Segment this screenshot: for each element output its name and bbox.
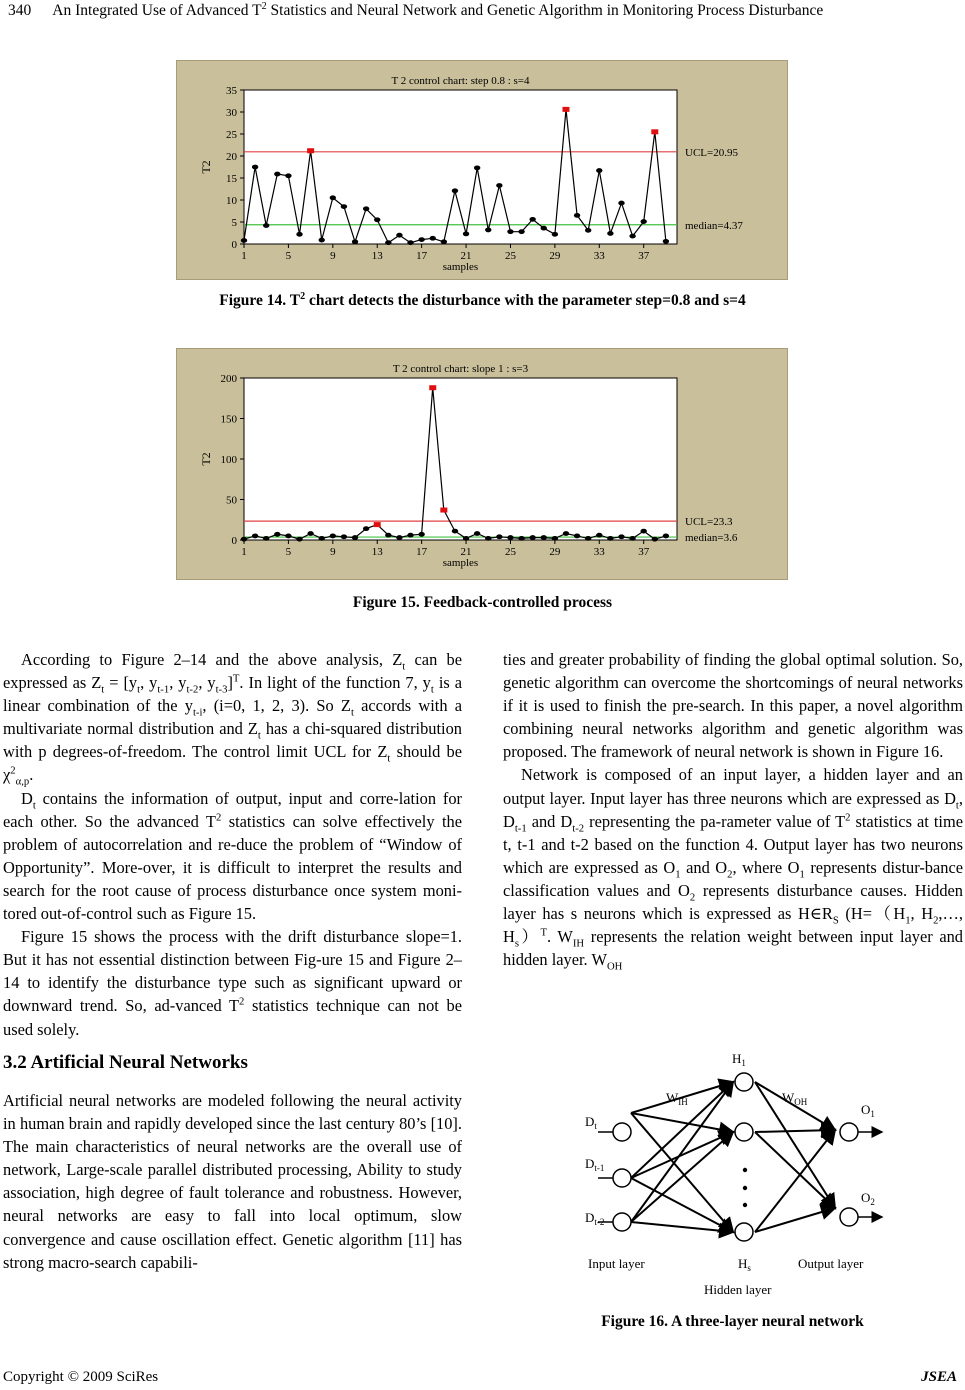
fig15-out-of-control-point: [429, 385, 436, 390]
fig14-data-point: [496, 183, 502, 188]
fig14-x-tick-label: 21: [460, 250, 472, 262]
fig15-data-point: [640, 529, 646, 534]
fig14-data-point: [352, 239, 358, 244]
figure-14-chart: [176, 60, 788, 280]
fig14-out-of-control-point: [562, 107, 569, 112]
fig14-median-label: median=4.37: [685, 219, 743, 232]
fig15-x-tick-label: 9: [330, 546, 336, 558]
fig15-data-point: [474, 531, 480, 536]
label-output-layer: Output layer: [798, 1256, 864, 1271]
fig15-x-tick-label: 21: [460, 546, 472, 558]
fig15-data-point: [585, 536, 591, 541]
fig14-data-point: [663, 239, 669, 244]
fig15-data-point: [252, 534, 258, 539]
figure-14-svg: [177, 61, 787, 279]
fig14-data-point: [529, 217, 535, 222]
fig15-out-of-control-point: [440, 508, 447, 513]
fig15-data-point: [263, 536, 269, 541]
fig14-x-tick-label: 9: [330, 250, 336, 262]
label-wih: $W_{IH}$: [666, 1090, 688, 1107]
figure-15-caption: Figure 15. Feedback-controlled process: [352, 594, 613, 611]
fig14-y-axis-label: T2: [199, 160, 213, 174]
fig15-x-tick-label: 13: [371, 546, 383, 558]
fig15-data-point: [241, 537, 247, 542]
figure-16-caption: Figure 16. A three-layer neural network: [601, 1313, 864, 1330]
fig14-data-point: [574, 213, 580, 218]
fig14-x-tick-label: 5: [285, 250, 292, 262]
left-paragraph-3: Figure 15 shows the process with the drift disturbance slope=1. But it has not essential distinction between Fig-ure 15 and Figure 2–14 to identify the disturbance type such as significant upward or downward trend. So, ad-vanced $T^2$ statistics technique can not be used solely.: [3, 927, 462, 1039]
fig15-y-tick-label: 200: [220, 373, 237, 385]
fig15-ucl-label: UCL=23.3: [685, 516, 733, 529]
label-dt: $D_t$: [585, 1114, 597, 1131]
fig14-data-point: [263, 223, 269, 228]
fig14-data-point: [407, 240, 413, 245]
hidden-node-hs: [735, 1223, 753, 1241]
fig14-data-point: [296, 232, 302, 237]
fig14-out-of-control-point: [307, 148, 314, 153]
fig15-x-tick-label: 25: [504, 546, 516, 558]
fig14-x-tick-label: 29: [549, 250, 561, 262]
label-input-layer: Input layer: [588, 1256, 645, 1271]
fig15-plot-area: [244, 378, 677, 540]
fig14-data-point: [274, 172, 280, 177]
section-heading: 3.2 Artificial Neural Networks: [3, 1052, 248, 1073]
fig15-data-point: [629, 536, 635, 541]
label-o2: $O_2$: [861, 1190, 875, 1207]
label-woh: $W_{OH}$: [782, 1090, 808, 1107]
fig15-data-point: [418, 532, 424, 537]
left-column: [3, 648, 462, 1041]
fig15-data-point: [352, 535, 358, 540]
fig14-data-point: [363, 206, 369, 211]
fig14-y-tick-label: 30: [226, 107, 237, 119]
fig14-data-point: [640, 219, 646, 224]
fig14-y-tick-label: 25: [226, 129, 237, 141]
input-node-dt2: [613, 1213, 631, 1231]
fig14-data-point: [452, 188, 458, 193]
fig14-data-point: [629, 234, 635, 239]
output-node-o2: [840, 1208, 858, 1226]
fig14-data-point: [585, 228, 591, 233]
fig14-data-point: [507, 229, 513, 234]
fig14-data-point: [430, 236, 436, 241]
fig15-data-point: [552, 536, 558, 541]
fig15-y-tick-label: 100: [220, 454, 237, 466]
fig15-data-point: [307, 531, 313, 536]
input-node-dt1: [613, 1169, 631, 1187]
label-o1: $O_1$: [861, 1102, 875, 1119]
right-paragraph-2: Network is composed of an input layer, a hidden layer and an output layer. Input layer has three neurons which are expressed as $D_t$, $D_{t-1}$ and $D_{t-2}$ representing the pa-rameter value of $T^2$ statistics at time t, t-1 and t-2 based on the function 4. Output layer has two neurons which are expressed as $O_1$ and $O_2$, where $O_1$ represents distur-bance classification values and $O_2$ represents disturbance causes. Hidden layer has s neurons which is expressed as $H\in R_S$ ($H=(H_1$, $H_2,\dots$, $H_s)^T$. $W_{IH}$ represents the relation weight between input layer and hidden layer. $W_{OH}$: [503, 765, 963, 973]
fig14-data-point: [552, 232, 558, 237]
fig14-data-point: [541, 226, 547, 231]
fig15-x-axis-label: samples: [442, 557, 479, 569]
fig15-x-tick-label: 5: [285, 546, 292, 558]
fig14-y-tick-label: 0: [231, 239, 237, 251]
label-hs: $H_s$: [738, 1256, 751, 1273]
fig14-y-tick-label: 5: [231, 217, 237, 229]
fig15-data-point: [407, 533, 413, 538]
fig15-data-point: [496, 534, 502, 539]
fig15-y-tick-label: 0: [231, 535, 237, 547]
fig15-data-point: [285, 534, 291, 539]
fig15-data-point: [463, 536, 469, 541]
footer-journal: JSEA: [921, 1369, 957, 1385]
fig14-data-point: [474, 165, 480, 170]
fig15-data-point: [396, 535, 402, 540]
hidden-ellipsis: [743, 1168, 747, 1207]
fig14-data-point: [418, 237, 424, 242]
fig15-x-tick-label: 1: [241, 546, 247, 558]
fig15-data-point: [363, 526, 369, 531]
fig15-median-label: median=3.6: [685, 532, 738, 545]
fig14-y-tick-label: 15: [226, 173, 237, 185]
fig15-data-point: [452, 529, 458, 534]
fig14-x-tick-label: 17: [416, 250, 428, 262]
fig15-x-tick-label: 29: [549, 546, 561, 558]
fig14-x-axis-label: samples: [442, 261, 479, 273]
fig14-data-point: [374, 217, 380, 222]
fig14-ucl-label: UCL=20.95: [685, 146, 738, 159]
fig14-data-point: [341, 204, 347, 209]
fig14-data-point: [396, 233, 402, 238]
fig15-data-point: [663, 534, 669, 539]
fig15-data-point: [507, 535, 513, 540]
fig15-data-point: [296, 537, 302, 542]
figure-15-chart: [176, 348, 788, 580]
fig15-data-point: [541, 535, 547, 540]
fig15-x-tick-label: 33: [593, 546, 605, 558]
fig14-x-tick-label: 1: [241, 250, 247, 262]
fig14-data-point: [463, 231, 469, 236]
fig14-data-point: [319, 238, 325, 243]
fig14-data-point: [607, 231, 613, 236]
fig15-data-point: [385, 533, 391, 538]
fig14-data-point: [330, 195, 336, 200]
label-hidden-layer: Hidden layer: [704, 1282, 772, 1297]
fig14-data-point: [441, 239, 447, 244]
left-paragraph-1: According to Figure 2–14 and the above analysis, $Z_t$ can be expressed as $Z_t = [y_t$, $y_{t-1}$, $y_{t-2}$, $y_{t-3}]^T$. In light of the function 7, $y_t$ is a linear combination of the $y_{t-i}$, (i=0, 1, 2, 3). So $Z_t$ accords with a multivariate normal distribution and $Z_t$ has a chi-squared distribution with p degrees-of-freedom. The control limit UCL for $Z_t$ should be $\chi^2_{\alpha,p}$.: [3, 650, 463, 788]
fig14-x-tick-label: 25: [504, 250, 516, 262]
left-paragraph-2: $D_t$ contains the information of output, input and corre-lation for each other. So the advanced $T^2$ statistics can solve effectively the problem of autocorrelation and re-duce the problem of “Window of Opportunity”. More-over, it is difficult to interpret the results and search for the root cause of process disturbance once system moni-tored out-of-control such as Figure 15.: [3, 788, 462, 924]
figure-14-caption: Figure 14. $T^2$ chart detects the disturbance with the parameter step=0.8 and s=4: [219, 290, 746, 309]
fig15-data-point: [596, 533, 602, 538]
page-number: 340: [8, 2, 32, 19]
fig15-title: T 2 control chart: slope 1 : s=3: [392, 363, 529, 375]
figure-16-network-diagram: [570, 1020, 900, 1305]
fig14-data-point: [241, 238, 247, 243]
fig15-data-point: [574, 534, 580, 539]
hidden-node-h2: [735, 1123, 753, 1141]
right-paragraph-1: ties and greater probability of finding the global optimal solution. So, genetic algorithm can overcome the shortcomings of neural networks if it is used to finish the pre-search. In this paper, a novel algorithm combining neural networks algorithm and genetic algorithm was proposed. The framework of neural network is shown in Figure 16.: [503, 650, 963, 762]
fig15-data-point: [607, 536, 613, 541]
fig15-data-point: [274, 532, 280, 537]
fig15-y-tick-label: 50: [226, 494, 237, 507]
fig14-data-point: [618, 201, 624, 206]
fig15-out-of-control-point: [374, 522, 381, 527]
io-stubs: [598, 1132, 613, 1222]
running-header: [8, 2, 823, 20]
fig14-data-point: [252, 165, 258, 170]
fig14-data-point: [485, 228, 491, 233]
label-dt1: $D_{t-1}$: [585, 1156, 605, 1173]
fig14-data-point: [596, 168, 602, 173]
footer-copyright: Copyright © 2009 SciRes: [3, 1369, 159, 1385]
fig15-data-point: [563, 531, 569, 536]
fig14-data-point: [285, 173, 291, 178]
fig14-x-tick-label: 33: [593, 250, 605, 262]
fig15-x-tick-label: 17: [416, 546, 428, 558]
label-dt2: $D_{t-2}$: [585, 1210, 605, 1227]
fig15-data-point: [618, 534, 624, 539]
output-node-o1: [840, 1123, 858, 1141]
figure-15-svg: [177, 349, 787, 579]
fig15-data-point: [319, 536, 325, 541]
fig14-data-point: [385, 240, 391, 245]
fig14-x-tick-label: 37: [638, 250, 650, 262]
fig14-y-tick-label: 35: [226, 85, 237, 97]
fig14-out-of-control-point: [651, 129, 658, 134]
fig15-x-tick-label: 37: [638, 546, 650, 558]
fig15-data-point: [529, 535, 535, 540]
fig14-y-tick-label: 10: [226, 195, 237, 207]
fig15-data-point: [330, 534, 336, 539]
fig15-data-point: [652, 537, 658, 542]
fig15-data-point: [341, 534, 347, 539]
input-node-dt: [613, 1123, 631, 1141]
hidden-node-h1: [735, 1073, 753, 1091]
fig14-title: T 2 control chart: step 0.8 : s=4: [391, 75, 530, 87]
right-column: [503, 648, 963, 971]
left-column-section: [3, 1089, 462, 1274]
label-h1: $H_1$: [732, 1051, 746, 1068]
fig15-y-tick-label: 150: [220, 413, 237, 426]
fig15-data-point: [485, 536, 491, 541]
fig14-x-tick-label: 13: [371, 250, 383, 262]
fig14-y-tick-label: 20: [226, 151, 237, 163]
fig15-y-axis-label: T2: [199, 452, 213, 466]
running-title: An Integrated Use of Advanced $T^2$ Statistics and Neural Network and Genetic Algorithm in Monitoring Process Disturbance: [52, 0, 824, 19]
left-paragraph-4: Artificial neural networks are modeled following the neural activity in human brain and rapidly developed since the last century 80’s [10]. The main characteristics of neural networks are the overall use of network, Large-scale parallel distributed processing, Ability to study association, high degree of fault tolerance and robustness. However, neural networks are easy to fall into local optimum, slow convergence and cause oscillation effect. Genetic algorithm [11] has strong macro-search capabili-: [3, 1091, 462, 1272]
fig15-data-point: [518, 536, 524, 541]
fig14-data-point: [518, 229, 524, 234]
